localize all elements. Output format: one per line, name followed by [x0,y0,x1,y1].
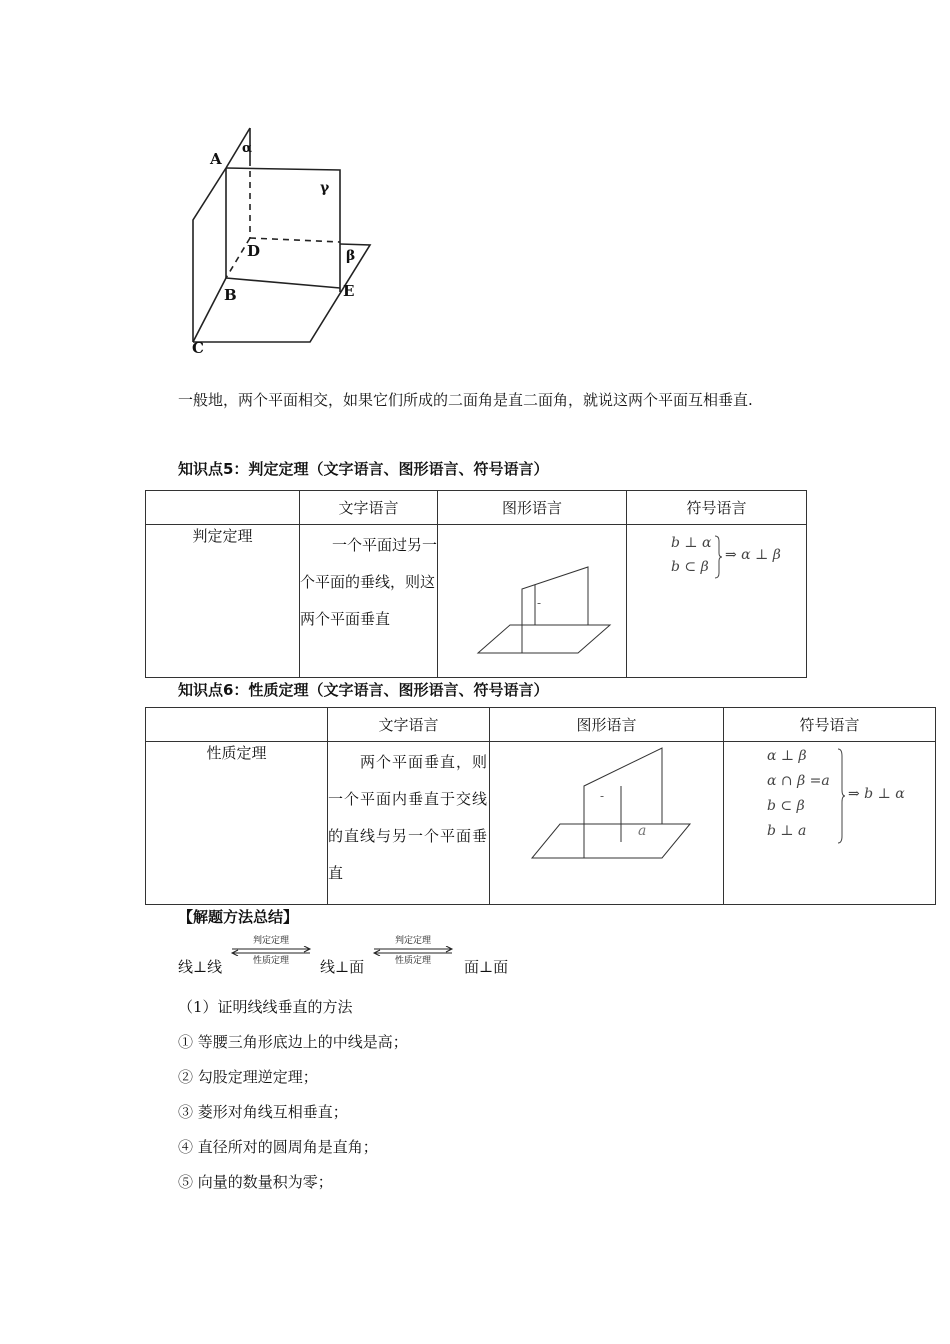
section6-heading: 知识点6：性质定理（文字语言、图形语言、符号语言） [178,681,549,699]
header-empty [146,491,300,525]
symbol-cell [724,742,936,905]
label-D: D [247,242,261,260]
symbol-line-2: b ⊂ β [671,559,709,575]
property-figure [490,742,722,900]
header-empty [146,708,328,742]
chain-arrow-1 [230,936,312,966]
summary-heading: 【解题方法总结】 [178,908,299,926]
symbol-line-1: b ⊥ α [671,535,712,551]
header-text-language: 文字语言 [300,491,438,525]
chain-right: 面⊥面 [464,958,509,976]
chain-arrow-2 [372,936,454,966]
label-beta: β [346,248,356,264]
symbol-line-2: α ∩ β =a [767,773,830,789]
theorem-table-property [145,707,936,905]
chain-middle: 线⊥面 [320,958,365,976]
header-text-language: 文字语言 [328,708,490,742]
arrow-top-label: 判定定理 [252,936,289,946]
brace-icon [713,535,723,579]
dihedral-figure [180,120,380,360]
text-language-cell: 两个平面垂直，则一个平面内垂直于交线的直线与另一个平面垂直 [328,742,490,905]
graphic-cell [490,742,724,905]
list-item: ③ 菱形对角线互相垂直； [178,1103,348,1121]
chain-left: 线⊥线 [178,958,223,976]
row-label: 性质定理 [146,742,328,905]
label-alpha: α [242,141,253,156]
graphic-cell [438,525,627,678]
judgment-figure [438,525,624,673]
label-B: B [224,286,237,304]
label-A: A [210,150,222,168]
row-label: 判定定理 [146,525,300,678]
list-item: ⑤ 向量的数量积为零； [178,1173,333,1191]
brace-icon [836,748,846,844]
header-graphic-language: 图形语言 [438,491,627,525]
label-gamma: γ [320,180,330,196]
figure-mark: - [600,789,605,803]
label-C: C [192,339,204,357]
symbol-line-3: b ⊂ β [767,798,805,814]
list-item: ② 勾股定理逆定理； [178,1068,318,1086]
method-subheading: （1）证明线线垂直的方法 [178,998,353,1016]
theorem-table-judgment [145,490,807,678]
text-language-cell: 一个平面过另一个平面的垂线，则这两个平面垂直 [300,525,438,678]
arrow-top-label: 判定定理 [394,936,431,946]
list-item: ① 等腰三角形底边上的中线是高； [178,1033,408,1051]
figure-mark: - [537,596,542,610]
symbol-cell [627,525,807,678]
header-symbol-language: 符号语言 [724,708,936,742]
header-symbol-language: 符号语言 [627,491,807,525]
list-item: ④ 直径所对的圆周角是直角； [178,1138,378,1156]
symbol-result: ⇒ α ⊥ β [725,547,781,563]
symbol-line-4: b ⊥ a [767,823,807,839]
figure-label-a: a [638,823,647,839]
intro-paragraph: 一般地，两个平面相交，如果它们所成的二面角是直二面角，就说这两个平面互相垂直. [178,391,753,409]
implication-chain [178,934,578,978]
symbol-result: ⇒ b ⊥ α [848,786,905,802]
arrow-bottom-label: 性质定理 [394,956,431,966]
symbol-line-1: α ⊥ β [767,748,807,764]
header-graphic-language: 图形语言 [490,708,724,742]
double-arrow-icon [230,946,312,956]
label-E: E [343,282,355,300]
double-arrow-icon [372,946,454,956]
arrow-bottom-label: 性质定理 [252,956,289,966]
section5-heading: 知识点5：判定定理（文字语言、图形语言、符号语言） [178,460,549,478]
